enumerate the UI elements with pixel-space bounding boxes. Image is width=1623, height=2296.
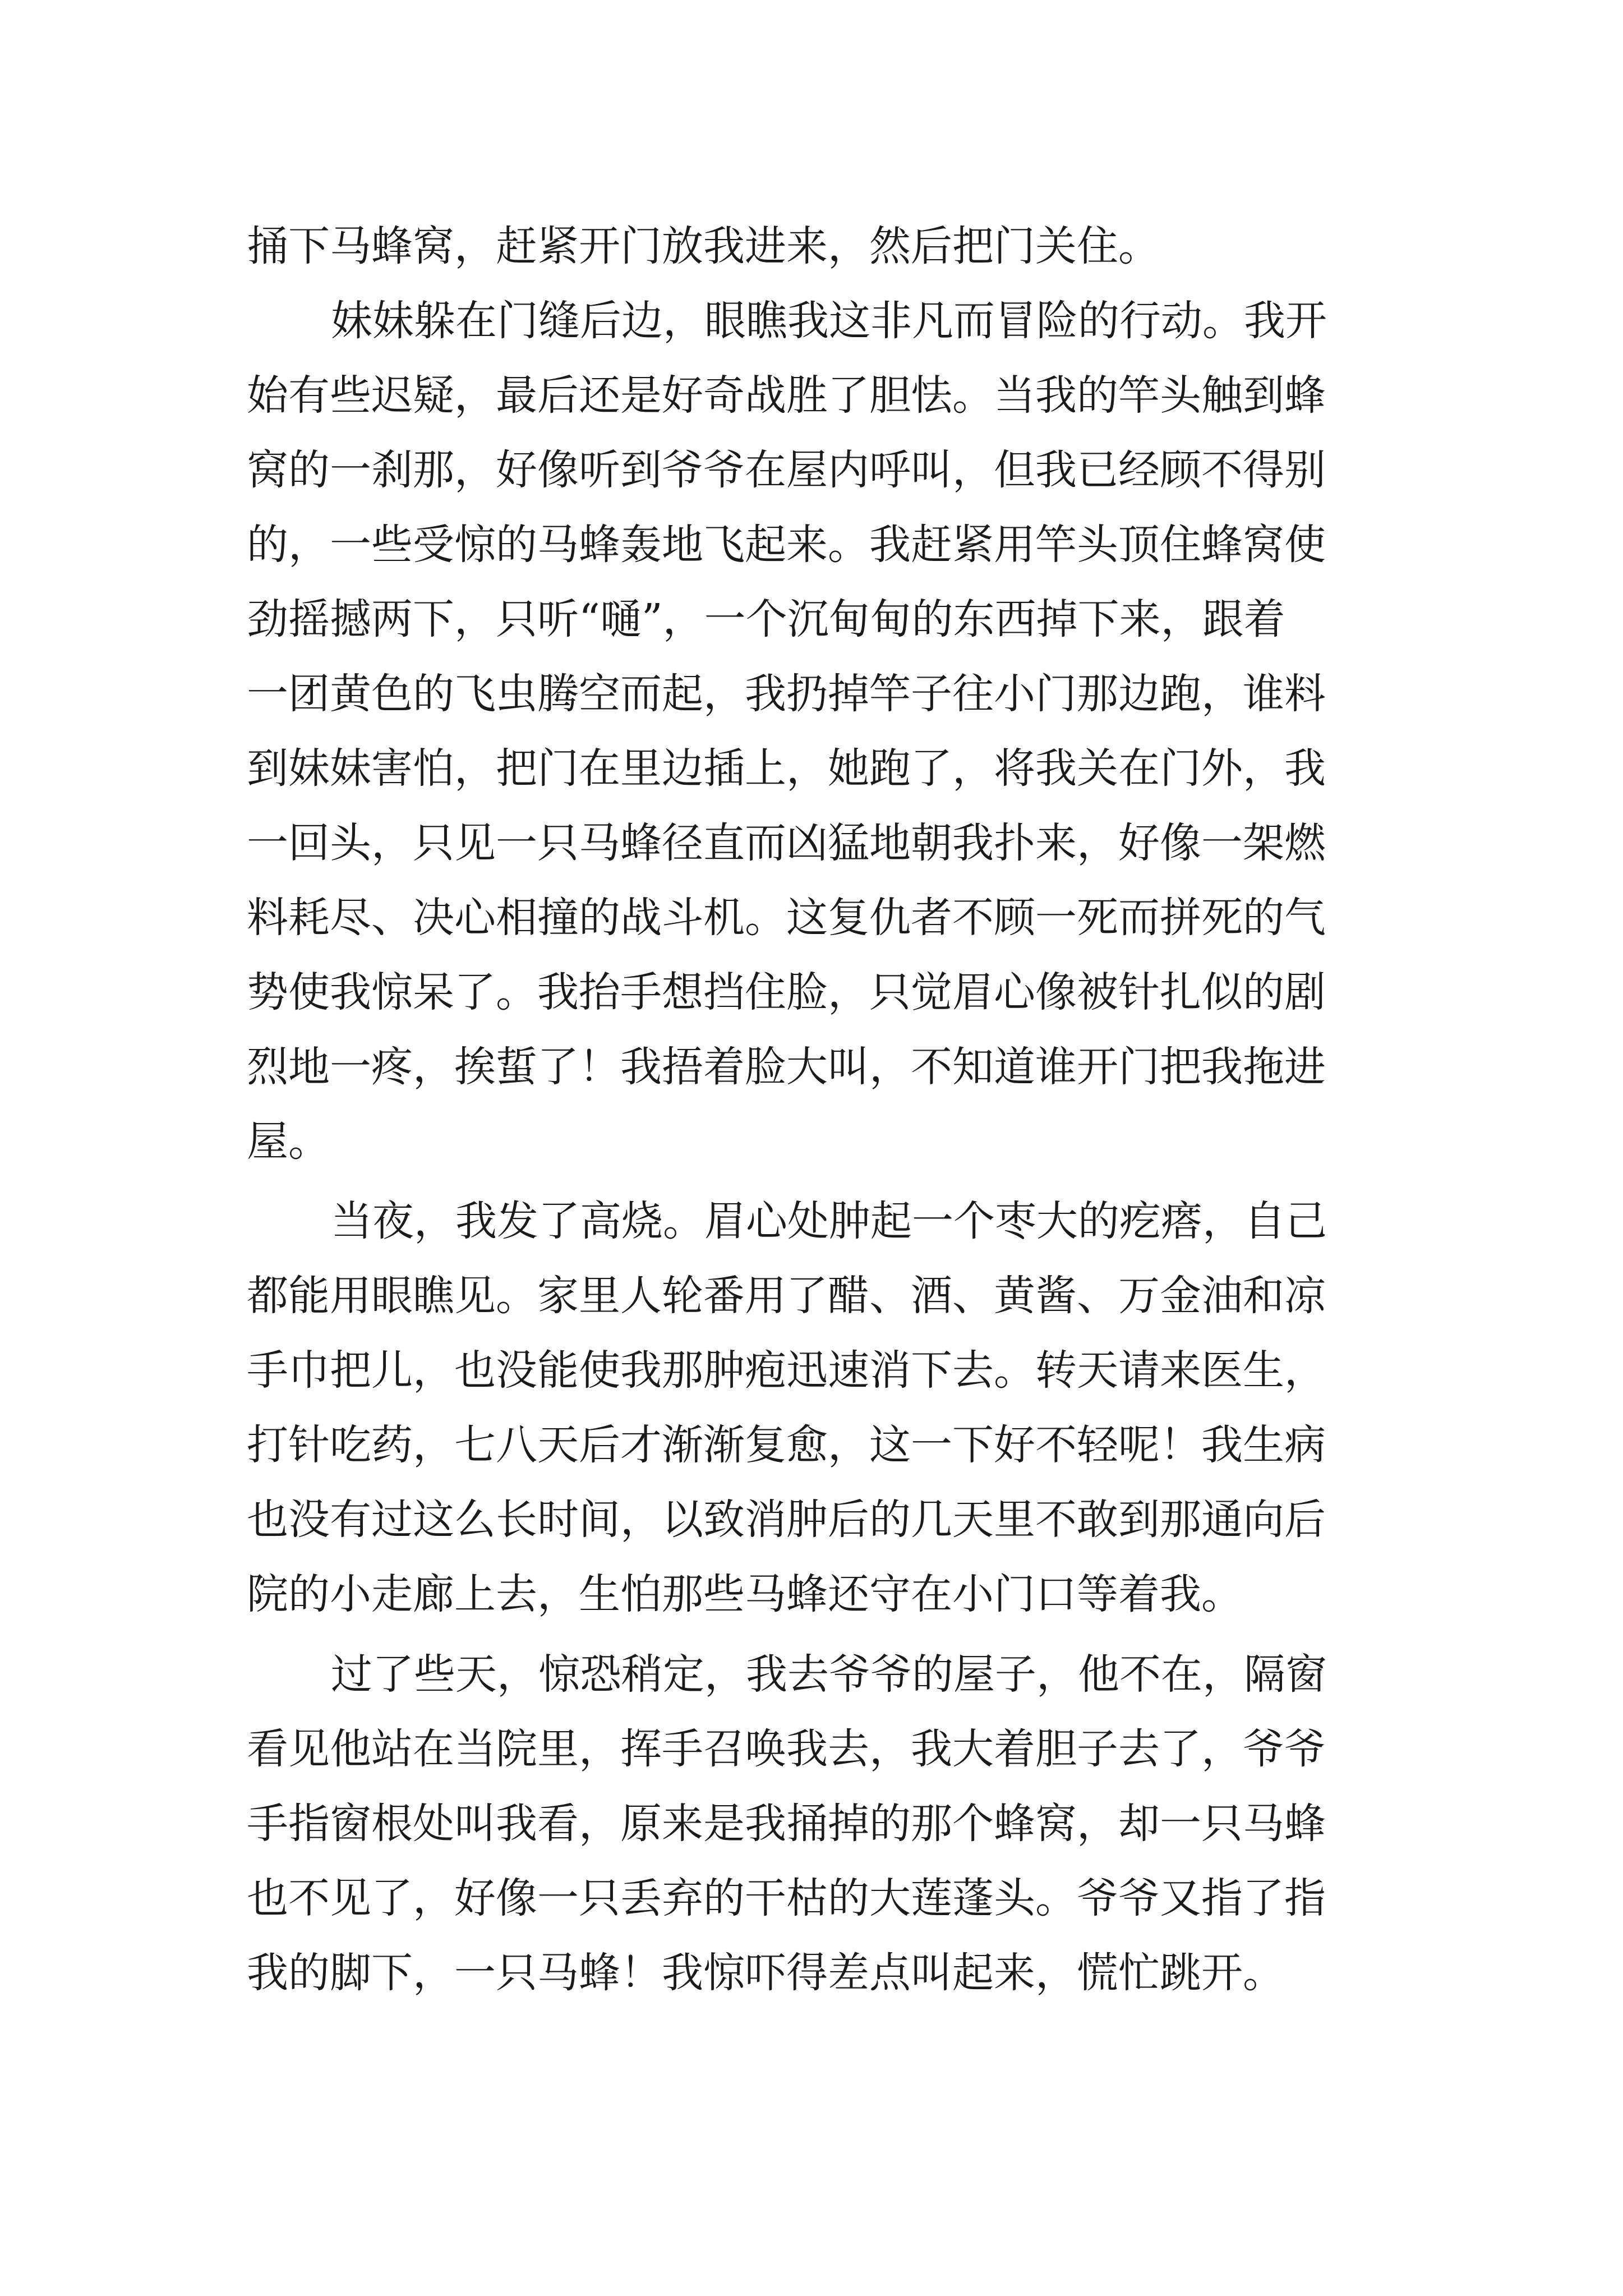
paragraph-first-line: 过了些天，惊恐稍定，我去爷爷的屋子，他不在，隔窗 (331, 1650, 1327, 1699)
text-line: 一回头，只见一只马蜂径直而凶猛地朝我扑来，好像一架燃 (247, 819, 1326, 867)
text-line: 也没有过这么长时间，以致消肿后的几天里不敢到那通向后 (247, 1496, 1326, 1544)
text-line: 也不见了，好像一只丢弃的干枯的大莲蓬头。爷爷又指了指 (247, 1874, 1326, 1922)
text-line: 的，一些受惊的马蜂轰地飞起来。我赶紧用竿头顶住蜂窝使 (247, 521, 1326, 569)
paragraph-first-line: 当夜，我发了高烧。眉心处肿起一个枣大的疙瘩，自己 (331, 1197, 1327, 1245)
text-line: 捅下马蜂窝，赶紧开门放我进来，然后把门关住。 (247, 222, 1160, 270)
text-line: 都能用眼瞧见。家里人轮番用了醋、酒、黄酱、万金油和凉 (247, 1272, 1326, 1320)
text-line: 窝的一刹那，好像听到爷爷在屋内呼叫，但我已经顾不得别 (247, 446, 1326, 494)
text-line: 烈地一疼，挨蜇了！我捂着脸大叫，不知道谁开门把我拖进 (247, 1043, 1326, 1091)
paragraph-first-line: 妹妹躲在门缝后边，眼瞧我这非凡而冒险的行动。我开 (331, 297, 1327, 345)
text-line: 手巾把儿，也没能使我那肿疱迅速消下去。转天请来医生， (247, 1346, 1326, 1395)
text-line: 劲摇撼两下，只听“嗵”，一个沉甸甸的东西掉下来，跟着 (247, 595, 1285, 643)
text-line: 看见他站在当院里，挥手召唤我去，我大着胆子去了，爷爷 (247, 1725, 1326, 1773)
text-line: 屋。 (247, 1117, 330, 1166)
text-line: 一团黄色的飞虫腾空而起，我扔掉竿子往小门那边跑，谁料 (247, 670, 1326, 718)
text-line: 打针吃药，七八天后才渐渐复愈，这一下好不轻呢！我生病 (247, 1421, 1326, 1469)
text-line: 院的小走廊上去，生怕那些马蜂还守在小门口等着我。 (247, 1570, 1243, 1618)
text-line: 势使我惊呆了。我抬手想挡住脸，只觉眉心像被针扎似的剧 (247, 968, 1326, 1016)
text-line: 到妹妹害怕，把门在里边插上，她跑了，将我关在门外，我 (247, 744, 1326, 793)
text-line: 我的脚下，一只马蜂！我惊吓得差点叫起来，慌忙跳开。 (247, 1949, 1284, 1997)
text-line: 料耗尽、决心相撞的战斗机。这复仇者不顾一死而拼死的气 (247, 894, 1326, 942)
text-line: 始有些迟疑，最后还是好奇战胜了胆怯。当我的竿头触到蜂 (247, 371, 1326, 420)
text-line: 手指窗根处叫我看，原来是我捅掉的那个蜂窝，却一只马蜂 (247, 1800, 1326, 1848)
